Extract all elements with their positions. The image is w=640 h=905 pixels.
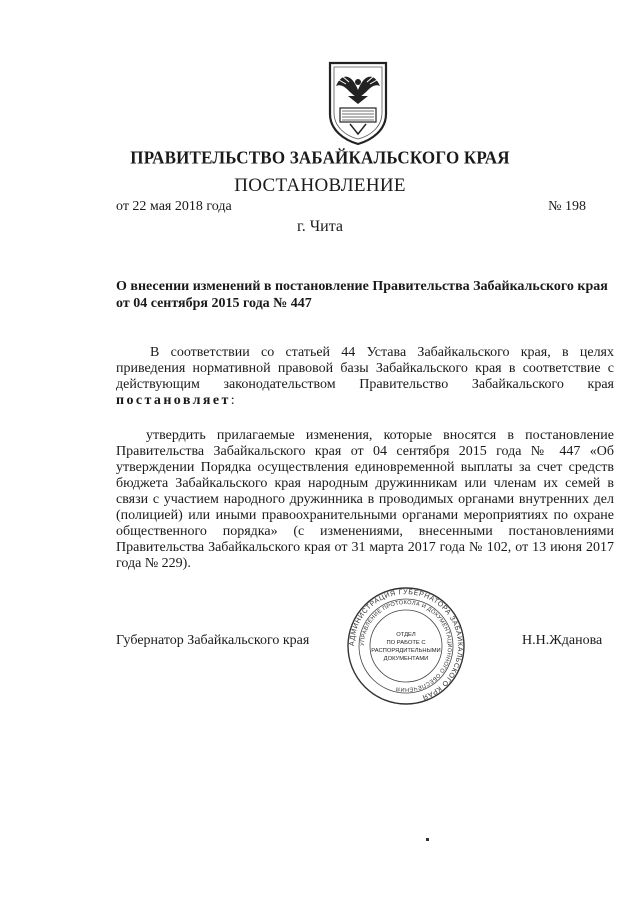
stamp-inner-ring-text: УПРАВЛЕНИЕ ПРОТОКОЛА И ДОКУМЕНТАЦИОННОГО ОБЕСПЕЧЕНИЯ [359,599,453,693]
document-type: ПОСТАНОВЛЕНИЕ [234,175,406,196]
document-city: г. Чита [296,218,343,235]
scan-speck [426,838,429,841]
signatory-role: Губернатор Забайкальского края [116,633,310,648]
document-date: от 22 мая 2018 года [116,199,232,214]
preamble-colon: : [230,393,235,408]
stamp-center-line-3: РАСПОРЯДИТЕЛЬНЫМИ [371,648,441,654]
stamp-center-line-4: ДОКУМЕНТАМИ [383,656,429,662]
stamp-center-line-1: ОТДЕЛ [396,632,416,638]
document-number: № 198 [548,199,586,214]
government-title: ПРАВИТЕЛЬСТВО ЗАБАЙКАЛЬСКОГО КРАЯ [130,147,510,168]
paragraph-preamble [116,345,614,409]
signatory-name: Н.Н.Жданова [522,633,603,648]
coat-of-arms-emblem [326,60,390,146]
official-stamp [332,587,480,705]
document-subject: О внесении изменений в постановление Правительства Забайкальского края от 04 сентября 2015 года № 447 [116,279,608,311]
stamp-center-line-2: ПО РАБОТЕ С [386,640,426,646]
paragraph-resolution: утвердить прилагаемые изменения, которые вносятся в постановление Правительства Забайкальского края от 04 сентября 2015 года № 447 «Об утверждении Порядка осуществления единовременной выплаты за счет средств бюджета Забайкальского края народным дружинникам или членам их семей в связи с участием народного дружинника в проводимых органами внутренних дел (полицией) или иными правоохранительными органами мероприятиях по охране общественного порядка» (с изменениями, внесенными постановлениями Правительства Забайкальского края от 31 марта 2017 года № 102, от 13 июня 2017 года № 229). [116,428,614,571]
preamble-text: В соответствии со статьей 44 Устава Забайкальского края, в целях приведения нормативной правовой базы Забайкальского края в соответствие с действующим законодательством Правительство Забайкальского края [116,345,614,392]
resolution-verb: постановляет [116,393,231,408]
stamp-outer-ring-text: АДМИНИСТРАЦИЯ ГУБЕРНАТОРА ЗАБАЙКАЛЬСКОГО КРАЯ [348,588,464,701]
